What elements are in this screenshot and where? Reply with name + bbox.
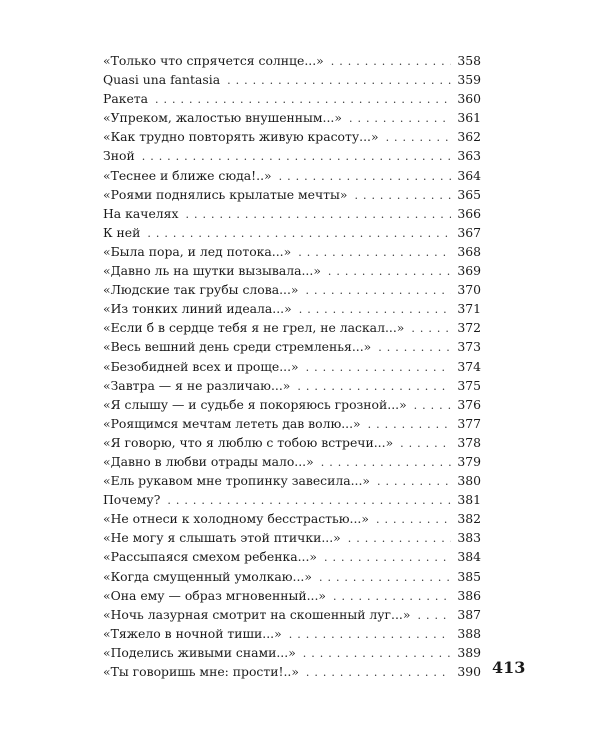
dot-leader <box>328 262 451 281</box>
toc-entry-title: К ней <box>103 224 141 240</box>
toc-entry <box>103 490 481 509</box>
toc-entry <box>103 547 481 566</box>
toc-entry-title: «Давно ль на шутки вызывала...» <box>103 263 321 279</box>
toc-entry <box>103 605 481 624</box>
dot-leader <box>227 71 451 90</box>
toc-entry-title: «Не отнеси к холодному бесстрастью...» <box>103 511 369 527</box>
dot-leader <box>348 529 452 548</box>
dot-leader <box>319 568 451 587</box>
toc-entry-page: 362 <box>457 129 481 145</box>
dot-leader <box>297 377 451 396</box>
toc-entry-page: 376 <box>457 396 481 412</box>
toc-entry <box>103 624 481 643</box>
toc-entry-page: 360 <box>457 91 481 107</box>
dot-leader <box>306 358 452 377</box>
dot-leader <box>333 587 451 606</box>
toc-entry-title: «Была пора, и лед потока...» <box>103 243 292 259</box>
toc-entry <box>103 376 481 395</box>
toc-entry-title: «Как трудно повторять живую красоту...» <box>103 129 379 145</box>
toc-entry-title: Зной <box>103 148 135 164</box>
toc-entry <box>103 452 481 471</box>
toc-entry <box>103 567 481 586</box>
toc-entry-page: 382 <box>457 511 481 527</box>
toc-entry-page: 366 <box>457 205 481 221</box>
toc-entry-title: «Если б в сердце тебя я не грел, не ласкал...» <box>103 320 405 336</box>
toc-entry <box>103 108 481 127</box>
toc-entry-page: 386 <box>457 587 481 603</box>
page-number: 413 <box>492 658 526 677</box>
toc-entry-title: «Безобидней всех и проще...» <box>103 358 299 374</box>
dot-leader <box>378 338 451 357</box>
dot-leader <box>386 128 452 147</box>
toc-entry-page: 390 <box>457 664 481 679</box>
toc-entry <box>103 185 481 204</box>
toc-entry-title: На качелях <box>103 205 179 221</box>
toc-entry-page: 369 <box>457 263 481 279</box>
toc-entry-title: «Давно в любви отрады мало...» <box>103 453 314 469</box>
toc-entry-page: 359 <box>457 72 481 88</box>
toc-entry-page: 373 <box>457 339 481 355</box>
dot-leader <box>377 472 451 491</box>
toc-entry <box>103 471 481 490</box>
toc-entry-title: «Я слышу — и судьбе я покоряюсь грозной...» <box>103 396 407 412</box>
toc-entry-title: «Весь вешний день среди стремленья...» <box>103 339 372 355</box>
toc-entry-title: «Людские так грубы слова...» <box>103 282 299 298</box>
toc-entry-title: «Только что спрячется солнце...» <box>103 53 324 68</box>
toc-entry-page: 387 <box>457 606 481 622</box>
toc-entry-page: 367 <box>457 224 481 240</box>
toc-entry <box>103 586 481 605</box>
toc-entry-page: 358 <box>457 53 481 68</box>
dot-leader <box>321 453 452 472</box>
dot-leader <box>289 625 452 644</box>
toc-entry-page: 381 <box>457 492 481 508</box>
toc-entry-page: 361 <box>457 110 481 126</box>
toc-entry-title: «Ты говоришь мне: прости!..» <box>103 664 299 679</box>
toc-entry <box>103 357 481 376</box>
toc-entry-title: «Завтра — я не различаю...» <box>103 377 291 393</box>
dot-leader <box>414 396 452 415</box>
toc-entry-title: «Она ему — образ мгновенный...» <box>103 587 326 603</box>
toc-entry-page: 363 <box>457 148 481 164</box>
toc-entry-title: «Теснее и ближе сюда!..» <box>103 167 272 183</box>
toc-entry <box>103 395 481 414</box>
toc-entry-page: 371 <box>457 301 481 317</box>
toc-entry <box>103 337 481 356</box>
toc-entry-page: 385 <box>457 568 481 584</box>
toc-entry-page: 370 <box>457 282 481 298</box>
dot-leader <box>417 606 451 625</box>
dot-leader <box>155 90 451 109</box>
table-of-contents <box>103 51 481 681</box>
dot-leader <box>349 109 451 128</box>
toc-entry <box>103 643 481 662</box>
toc-entry-page: 368 <box>457 243 481 259</box>
toc-entry <box>103 662 481 681</box>
toc-entry <box>103 166 481 185</box>
dot-leader <box>167 491 451 510</box>
toc-entry-page: 374 <box>457 358 481 374</box>
toc-entry <box>103 204 481 223</box>
dot-leader <box>142 147 452 166</box>
toc-entry <box>103 318 481 337</box>
toc-entry-page: 389 <box>457 644 481 660</box>
toc-entry <box>103 242 481 261</box>
dot-leader <box>298 243 451 262</box>
toc-entry-page: 388 <box>457 625 481 641</box>
toc-entry-page: 375 <box>457 377 481 393</box>
dot-leader <box>305 281 451 300</box>
toc-entry-title: «Поделись живыми снами...» <box>103 644 296 660</box>
toc-entry-title: «Когда смущенный умолкаю...» <box>103 568 312 584</box>
toc-entry-title: «Из тонких линий идеала...» <box>103 301 292 317</box>
toc-entry-page: 364 <box>457 167 481 183</box>
toc-entry-title: «Роями поднялись крылатые мечты» <box>103 186 348 202</box>
toc-entry <box>103 51 481 70</box>
toc-entry-page: 384 <box>457 549 481 565</box>
toc-entry <box>103 146 481 165</box>
toc-entry-title: «Я говорю, что я люблю с тобою встречи...» <box>103 434 394 450</box>
toc-entry-title: «Ночь лазурная смотрит на скошенный луг...» <box>103 606 411 622</box>
toc-entry-title: Почему? <box>103 492 161 508</box>
dot-leader <box>376 510 451 529</box>
dot-leader <box>400 434 451 453</box>
toc-entry-title: «Рассыпаяся смехом ребенка...» <box>103 549 317 565</box>
toc-entry-title: «Тяжело в ночной тиши...» <box>103 625 282 641</box>
toc-entry-page: 380 <box>457 473 481 489</box>
dot-leader <box>306 663 451 682</box>
toc-entry <box>103 223 481 242</box>
dot-leader <box>299 300 452 319</box>
toc-entry-page: 377 <box>457 415 481 431</box>
toc-entry <box>103 127 481 146</box>
dot-leader <box>368 415 452 434</box>
dot-leader <box>303 644 452 663</box>
toc-entry <box>103 528 481 547</box>
toc-entry <box>103 89 481 108</box>
toc-entry-title: «Роящимся мечтам лететь дав волю...» <box>103 415 361 431</box>
toc-entry-title: Ракета <box>103 91 149 107</box>
dot-leader <box>354 186 451 205</box>
toc-entry-title: Quasi una fantasia <box>103 72 221 88</box>
toc-entry-page: 383 <box>457 530 481 546</box>
toc-entry-title: «Не могу я слышать этой птички...» <box>103 530 341 546</box>
toc-entry <box>103 509 481 528</box>
toc-entry-page: 379 <box>457 453 481 469</box>
dot-leader <box>324 548 451 567</box>
toc-entry-page: 372 <box>457 320 481 336</box>
dot-leader <box>279 167 452 186</box>
toc-entry <box>103 299 481 318</box>
toc-entry <box>103 414 481 433</box>
toc-entry <box>103 70 481 89</box>
dot-leader <box>147 224 451 243</box>
toc-entry <box>103 261 481 280</box>
toc-entry-page: 365 <box>457 186 481 202</box>
toc-entry <box>103 433 481 452</box>
dot-leader <box>411 319 451 338</box>
toc-entry-page: 378 <box>457 434 481 450</box>
toc-entry-title: «Ель рукавом мне тропинку завесила...» <box>103 473 371 489</box>
toc-entry <box>103 280 481 299</box>
dot-leader <box>185 205 451 224</box>
toc-entry-title: «Упреком, жалостью внушенным...» <box>103 110 342 126</box>
dot-leader <box>331 52 452 71</box>
